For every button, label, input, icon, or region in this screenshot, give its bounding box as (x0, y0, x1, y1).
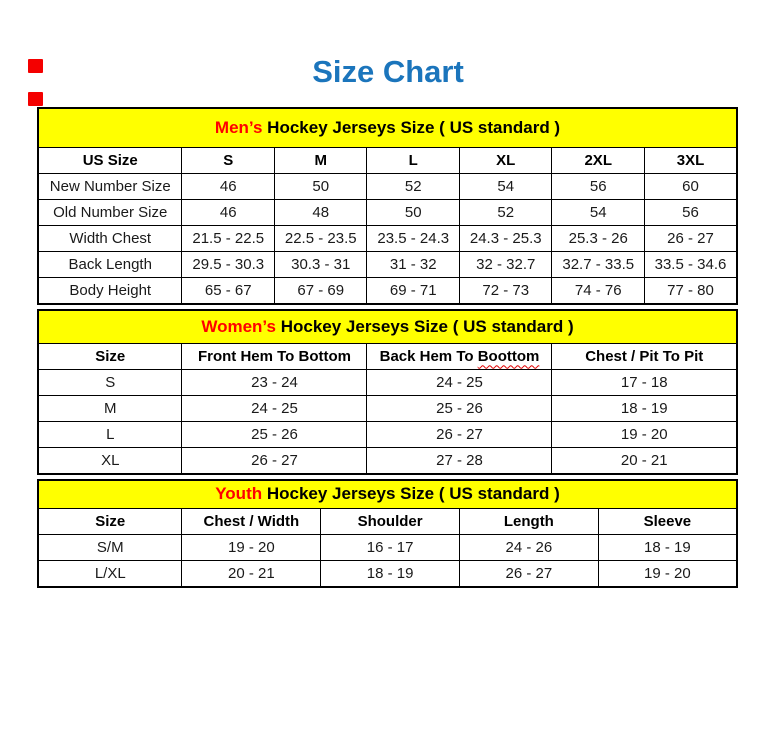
mens-data-cell: 23.5 - 24.3 (367, 225, 460, 251)
mens-data-cell: 52 (367, 173, 460, 199)
mens-banner-text: Hockey Jerseys Size ( US standard ) (262, 117, 561, 137)
mens-data-cell: 74 - 76 (552, 277, 645, 304)
mens-row-label: Back Length (38, 251, 182, 277)
mens-data-cell: 32 - 32.7 (459, 251, 552, 277)
womens-data-cell: 27 - 28 (367, 447, 552, 474)
womens-row-label: L (38, 421, 182, 447)
mens-size-table (37, 107, 738, 305)
womens-row-1 (38, 395, 737, 421)
broken-image-icon (28, 59, 43, 73)
womens-row-3 (38, 447, 737, 474)
mens-data-cell: 21.5 - 22.5 (182, 225, 275, 251)
youth-header-3: Length (459, 508, 598, 534)
womens-data-cell: 24 - 25 (367, 369, 552, 395)
mens-data-cell: 46 (182, 199, 275, 225)
mens-data-cell: 22.5 - 23.5 (274, 225, 367, 251)
womens-header-1: Front Hem To Bottom (182, 343, 367, 369)
youth-row-label: L/XL (38, 560, 182, 587)
mens-data-cell: 52 (459, 199, 552, 225)
mens-data-cell: 54 (552, 199, 645, 225)
womens-data-cell: 26 - 27 (367, 421, 552, 447)
youth-banner-highlight: Youth (215, 484, 263, 504)
mens-data-cell: 56 (644, 199, 737, 225)
womens-banner-text: Hockey Jerseys Size ( US standard ) (275, 316, 574, 336)
womens-header-0: Size (38, 343, 182, 369)
womens-data-cell: 19 - 20 (552, 421, 737, 447)
womens-data-cell: 17 - 18 (552, 369, 737, 395)
mens-row-4 (38, 277, 737, 304)
womens-row-label: S (38, 369, 182, 395)
youth-header-4: Sleeve (598, 508, 737, 534)
womens-data-cell: 24 - 25 (182, 395, 367, 421)
youth-size-table (37, 479, 738, 588)
page-title: Size Chart (312, 54, 464, 89)
mens-data-cell: 65 - 67 (182, 277, 275, 304)
broken-image-icon (28, 92, 43, 106)
youth-row-label: S/M (38, 534, 182, 560)
mens-header-1: S (182, 147, 275, 173)
womens-data-cell: 23 - 24 (182, 369, 367, 395)
mens-data-cell: 26 - 27 (644, 225, 737, 251)
womens-row-label: M (38, 395, 182, 421)
mens-data-cell: 29.5 - 30.3 (182, 251, 275, 277)
mens-row-label: Body Height (38, 277, 182, 304)
youth-data-cell: 19 - 20 (598, 560, 737, 587)
mens-data-cell: 30.3 - 31 (274, 251, 367, 277)
mens-data-cell: 50 (367, 199, 460, 225)
mens-data-cell: 72 - 73 (459, 277, 552, 304)
mens-row-0 (38, 173, 737, 199)
womens-row-0 (38, 369, 737, 395)
mens-row-label: Old Number Size (38, 199, 182, 225)
youth-banner-text: Hockey Jerseys Size ( US standard ) (262, 484, 560, 504)
youth-header-1: Chest / Width (182, 508, 321, 534)
mens-row-label: New Number Size (38, 173, 182, 199)
youth-row-1 (38, 560, 737, 587)
womens-banner (38, 310, 737, 344)
mens-data-cell: 33.5 - 34.6 (644, 251, 737, 277)
youth-header-0: Size (38, 508, 182, 534)
mens-row-2 (38, 225, 737, 251)
mens-header-5: 2XL (552, 147, 645, 173)
mens-header-4: XL (459, 147, 552, 173)
womens-header-2 (367, 343, 552, 369)
mens-data-cell: 56 (552, 173, 645, 199)
womens-data-cell: 20 - 21 (552, 447, 737, 474)
mens-row-1 (38, 199, 737, 225)
mens-row-label: Width Chest (38, 225, 182, 251)
mens-data-cell: 54 (459, 173, 552, 199)
mens-banner-highlight: Men’s (214, 117, 263, 137)
youth-data-cell: 16 - 17 (321, 534, 460, 560)
youth-data-cell: 26 - 27 (459, 560, 598, 587)
youth-data-cell: 18 - 19 (321, 560, 460, 587)
womens-row-2 (38, 421, 737, 447)
mens-row-3 (38, 251, 737, 277)
mens-data-cell: 31 - 32 (367, 251, 460, 277)
womens-header-text: Back Hem To (379, 347, 478, 365)
mens-data-cell: 67 - 69 (274, 277, 367, 304)
mens-data-cell: 77 - 80 (644, 277, 737, 304)
mens-data-cell: 48 (274, 199, 367, 225)
youth-data-cell: 20 - 21 (182, 560, 321, 587)
mens-header-3: L (367, 147, 460, 173)
youth-data-cell: 18 - 19 (598, 534, 737, 560)
spellcheck-squiggle-word: Boottom (477, 347, 540, 365)
mens-data-cell: 32.7 - 33.5 (552, 251, 645, 277)
mens-data-cell: 60 (644, 173, 737, 199)
youth-data-cell: 19 - 20 (182, 534, 321, 560)
mens-header-2: M (274, 147, 367, 173)
mens-data-cell: 69 - 71 (367, 277, 460, 304)
womens-data-cell: 18 - 19 (552, 395, 737, 421)
mens-data-cell: 25.3 - 26 (552, 225, 645, 251)
womens-row-label: XL (38, 447, 182, 474)
womens-data-cell: 25 - 26 (367, 395, 552, 421)
womens-data-cell: 26 - 27 (182, 447, 367, 474)
womens-header-3: Chest / Pit To Pit (552, 343, 737, 369)
mens-data-cell: 46 (182, 173, 275, 199)
youth-header-2: Shoulder (321, 508, 460, 534)
youth-data-cell: 24 - 26 (459, 534, 598, 560)
youth-banner (38, 480, 737, 509)
mens-data-cell: 50 (274, 173, 367, 199)
size-chart-page (0, 54, 776, 746)
mens-data-cell: 24.3 - 25.3 (459, 225, 552, 251)
womens-banner-highlight: Women’s (201, 316, 276, 336)
youth-row-0 (38, 534, 737, 560)
womens-data-cell: 25 - 26 (182, 421, 367, 447)
womens-size-table (37, 309, 738, 475)
mens-header-6: 3XL (644, 147, 737, 173)
mens-banner (38, 108, 737, 148)
mens-header-0: US Size (38, 147, 182, 173)
size-tables-container (37, 107, 738, 588)
